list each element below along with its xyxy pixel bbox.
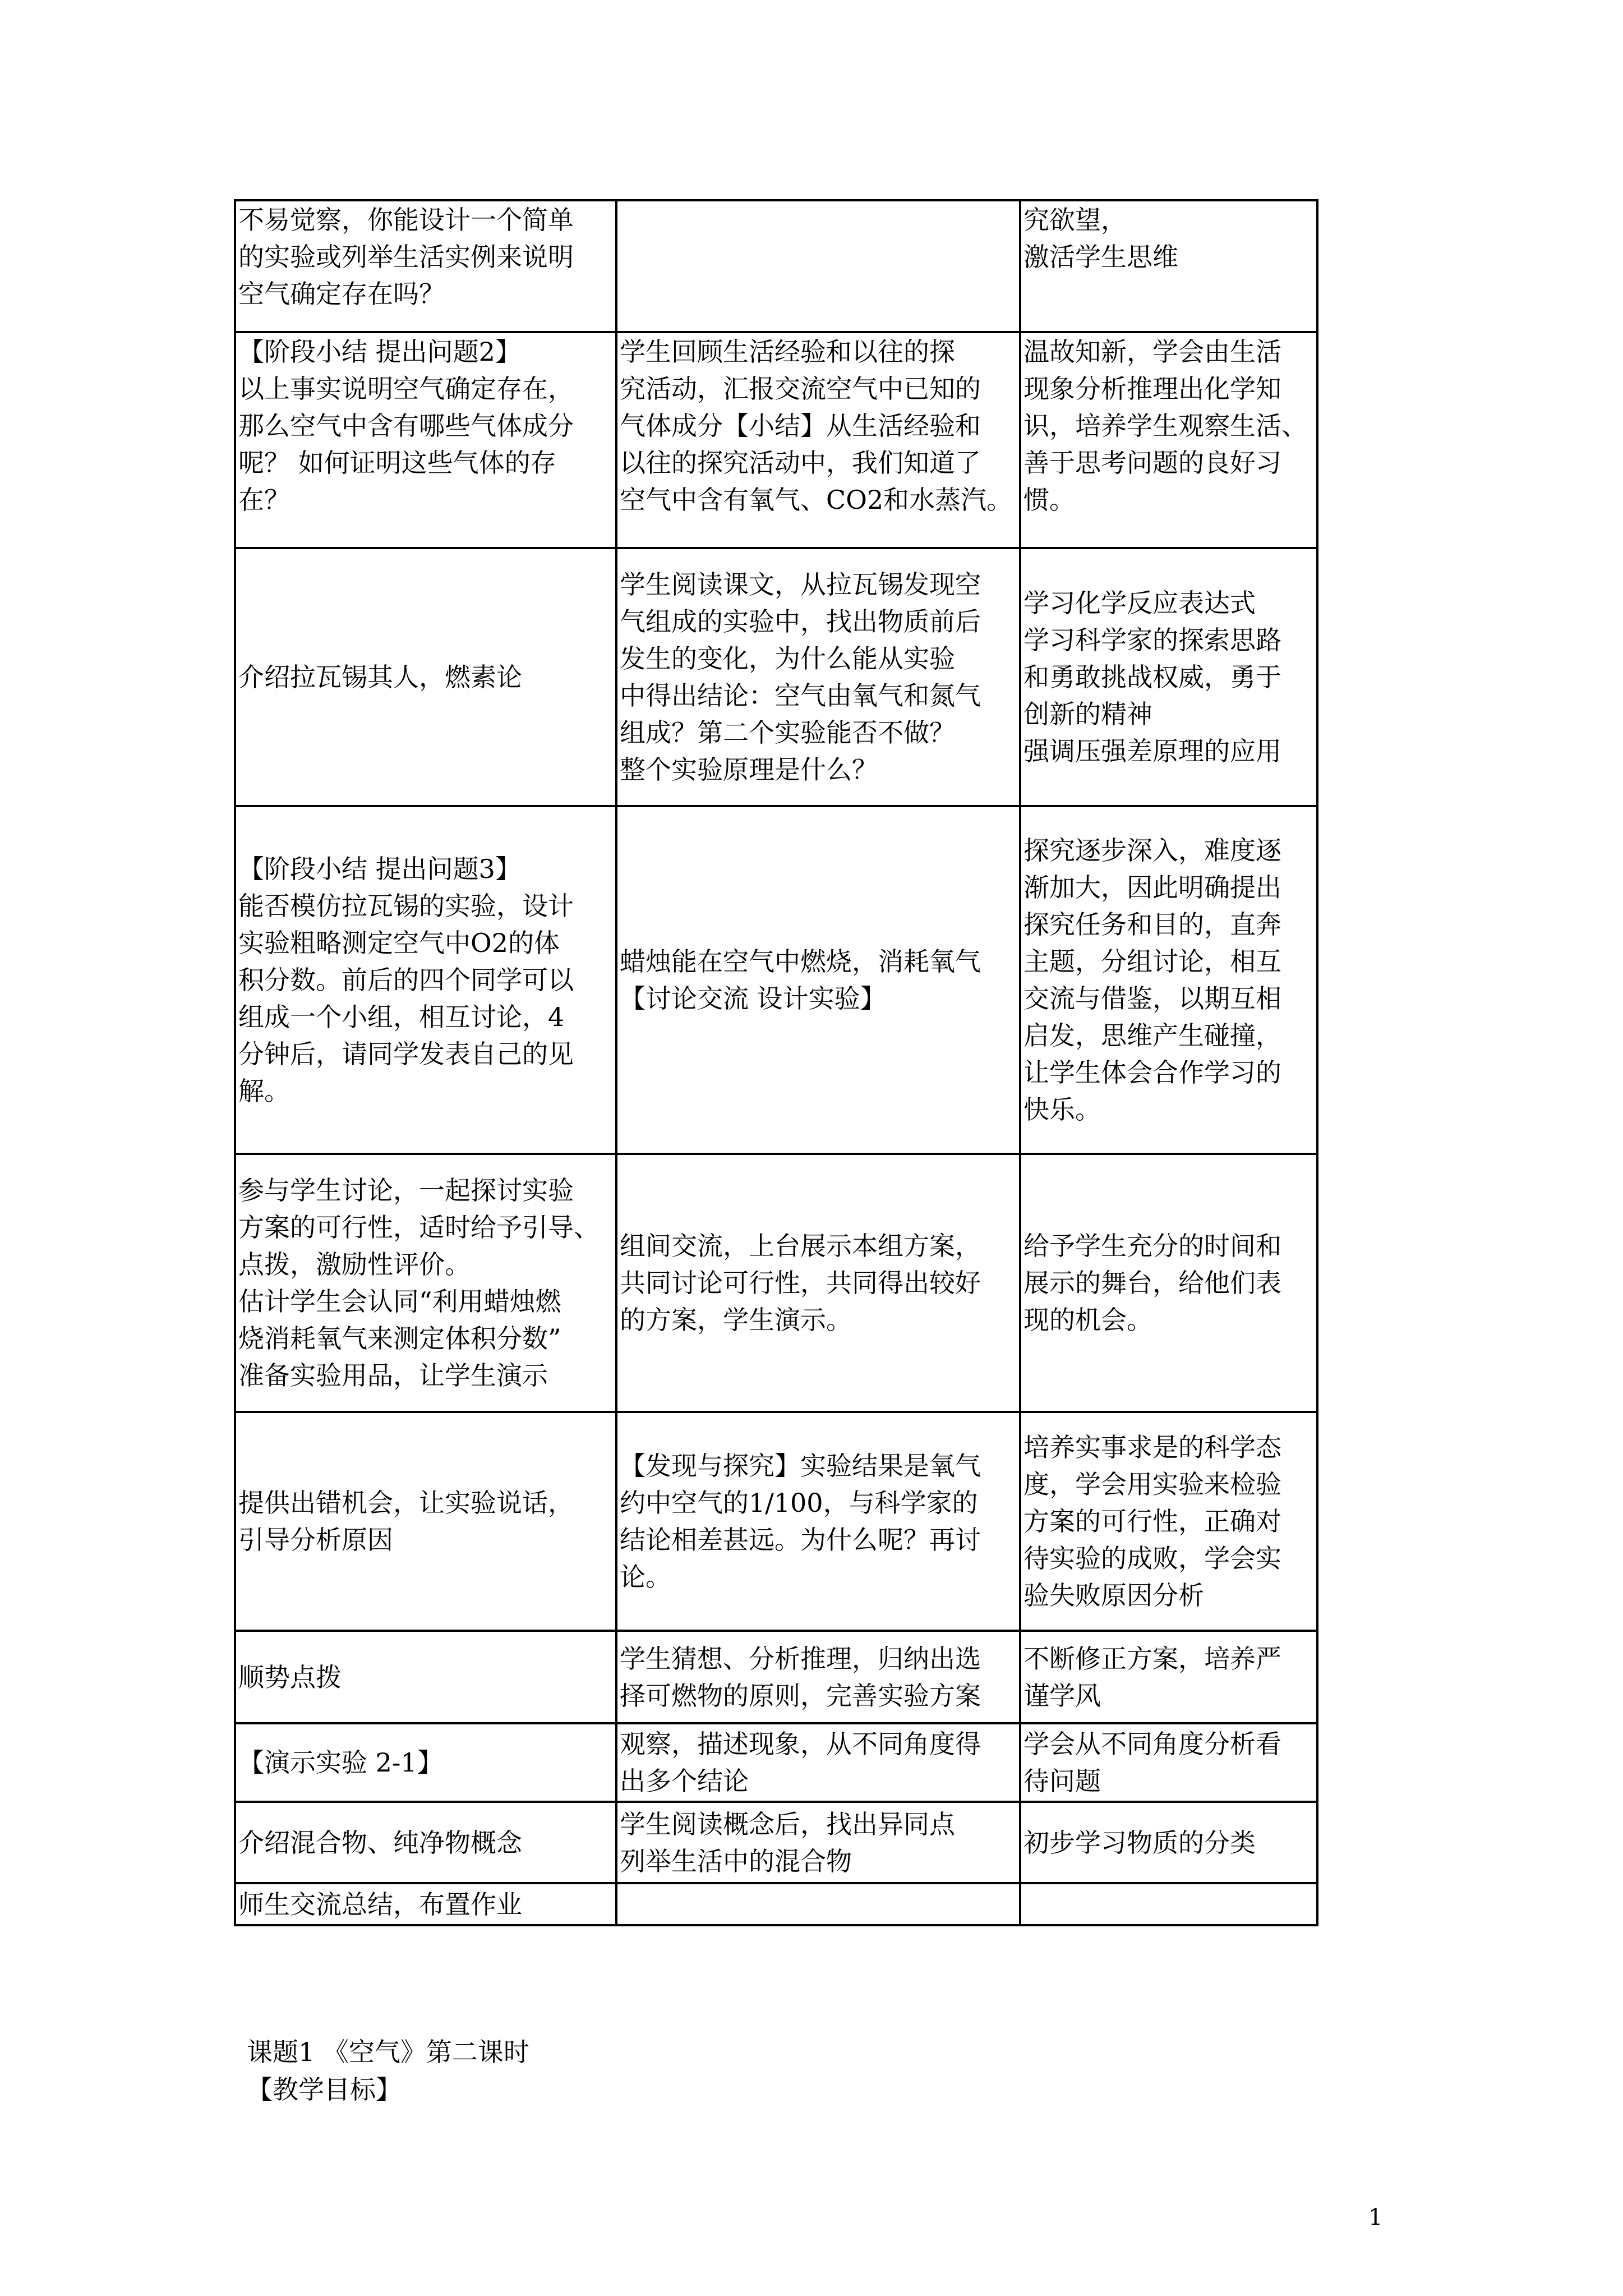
student-activity-cell: 学生猜想、分析推理，归纳出选 择可燃物的原则，完善实验方案	[616, 1631, 1020, 1723]
table-row	[235, 1154, 1317, 1412]
student-activity-cell: 观察，描述现象，从不同角度得 出多个结论	[616, 1723, 1020, 1802]
lesson-plan-table	[234, 199, 1318, 1926]
student-activity-cell: 组间交流，上台展示本组方案， 共同讨论可行性，共同得出较好 的方案，学生演示。	[616, 1154, 1020, 1412]
table-row	[235, 332, 1317, 548]
table-row	[235, 1883, 1317, 1925]
teacher-activity-cell: 【阶段小结 提出问题2】 以上事实说明空气确定存在， 那么空气中含有哪些气体成分 呢？ 如何证明这些气体的存 在？	[235, 332, 616, 548]
table-row	[235, 806, 1317, 1154]
objectives-heading: 【教学目标】	[247, 2074, 402, 2105]
design-intent-cell: 探究逐步深入，难度逐 渐加大，因此明确提出 探究任务和目的，直奔 主题，分组讨论，相互 交流与借鉴，以期互相 启发，思维产生碰撞， 让学生体会合作学习的 快乐。	[1020, 806, 1317, 1154]
student-activity-cell: 蜡烛能在空气中燃烧，消耗氧气 【讨论交流 设计实验】	[616, 806, 1020, 1154]
teacher-activity-cell: 师生交流总结，布置作业	[235, 1883, 616, 1925]
design-intent-cell: 初步学习物质的分类	[1020, 1802, 1317, 1883]
table-row	[235, 1631, 1317, 1723]
teacher-activity-cell: 提供出错机会，让实验说话， 引导分析原因	[235, 1412, 616, 1631]
table-row	[235, 1412, 1317, 1631]
student-activity-cell: 【发现与探究】实验结果是氧气 约中空气的1/100，与科学家的 结论相差甚远。为什么呢？再讨 论。	[616, 1412, 1020, 1631]
design-intent-cell: 温故知新，学会由生活 现象分析推理出化学知 识，培养学生观察生活、 善于思考问题的良好习 惯。	[1020, 332, 1317, 548]
teacher-activity-cell: 介绍混合物、纯净物概念	[235, 1802, 616, 1883]
design-intent-cell: 不断修正方案，培养严 谨学风	[1020, 1631, 1317, 1723]
design-intent-cell: 培养实事求是的科学态 度，学会用实验来检验 方案的可行性，正确对 待实验的成败，学会实 验失败原因分析	[1020, 1412, 1317, 1631]
teacher-activity-cell: 【演示实验 2-1】	[235, 1723, 616, 1802]
teacher-activity-cell: 不易觉察，你能设计一个简单 的实验或列举生活实例来说明 空气确定存在吗？	[235, 200, 616, 332]
teacher-activity-cell: 顺势点拨	[235, 1631, 616, 1723]
design-intent-cell: 学习化学反应表达式 学习科学家的探索思路 和勇敢挑战权威，勇于 创新的精神 强调压强差原理的应用	[1020, 548, 1317, 806]
table-row	[235, 1802, 1317, 1883]
table-row	[235, 200, 1317, 332]
teacher-activity-cell: 【阶段小结 提出问题3】 能否模仿拉瓦锡的实验，设计 实验粗略测定空气中O2的体 积分数。前后的四个同学可以 组成一个小组，相互讨论，4 分钟后，请同学发表自己的见 解。	[235, 806, 616, 1154]
table-row	[235, 548, 1317, 806]
table-row	[235, 1723, 1317, 1802]
teacher-activity-cell: 介绍拉瓦锡其人，燃素论	[235, 548, 616, 806]
student-activity-cell: 学生阅读课文，从拉瓦锡发现空 气组成的实验中，找出物质前后 发生的变化，为什么能从实验 中得出结论：空气由氧气和氮气 组成？第二个实验能否不做？ 整个实验原理是什么？	[616, 548, 1020, 806]
teacher-activity-cell: 参与学生讨论，一起探讨实验 方案的可行性，适时给予引导、 点拨，激励性评价。 估计学生会认同“利用蜡烛燃 烧消耗氧气来测定体积分数” 准备实验用品，让学生演示	[235, 1154, 616, 1412]
page-number: 1	[1368, 2205, 1383, 2230]
design-intent-cell: 究欲望， 激活学生思维	[1020, 200, 1317, 332]
lesson-title: 课题1 《空气》第二课时	[247, 2037, 529, 2067]
student-activity-cell	[616, 200, 1020, 332]
student-activity-cell: 学生回顾生活经验和以往的探 究活动，汇报交流空气中已知的 气体成分【小结】从生活经验和 以往的探究活动中，我们知道了 空气中含有氧气、CO2和水蒸汽。	[616, 332, 1020, 548]
student-activity-cell	[616, 1883, 1020, 1925]
design-intent-cell: 学会从不同角度分析看 待问题	[1020, 1723, 1317, 1802]
design-intent-cell: 给予学生充分的时间和 展示的舞台，给他们表 现的机会。	[1020, 1154, 1317, 1412]
student-activity-cell: 学生阅读概念后，找出异同点 列举生活中的混合物	[616, 1802, 1020, 1883]
design-intent-cell	[1020, 1883, 1317, 1925]
